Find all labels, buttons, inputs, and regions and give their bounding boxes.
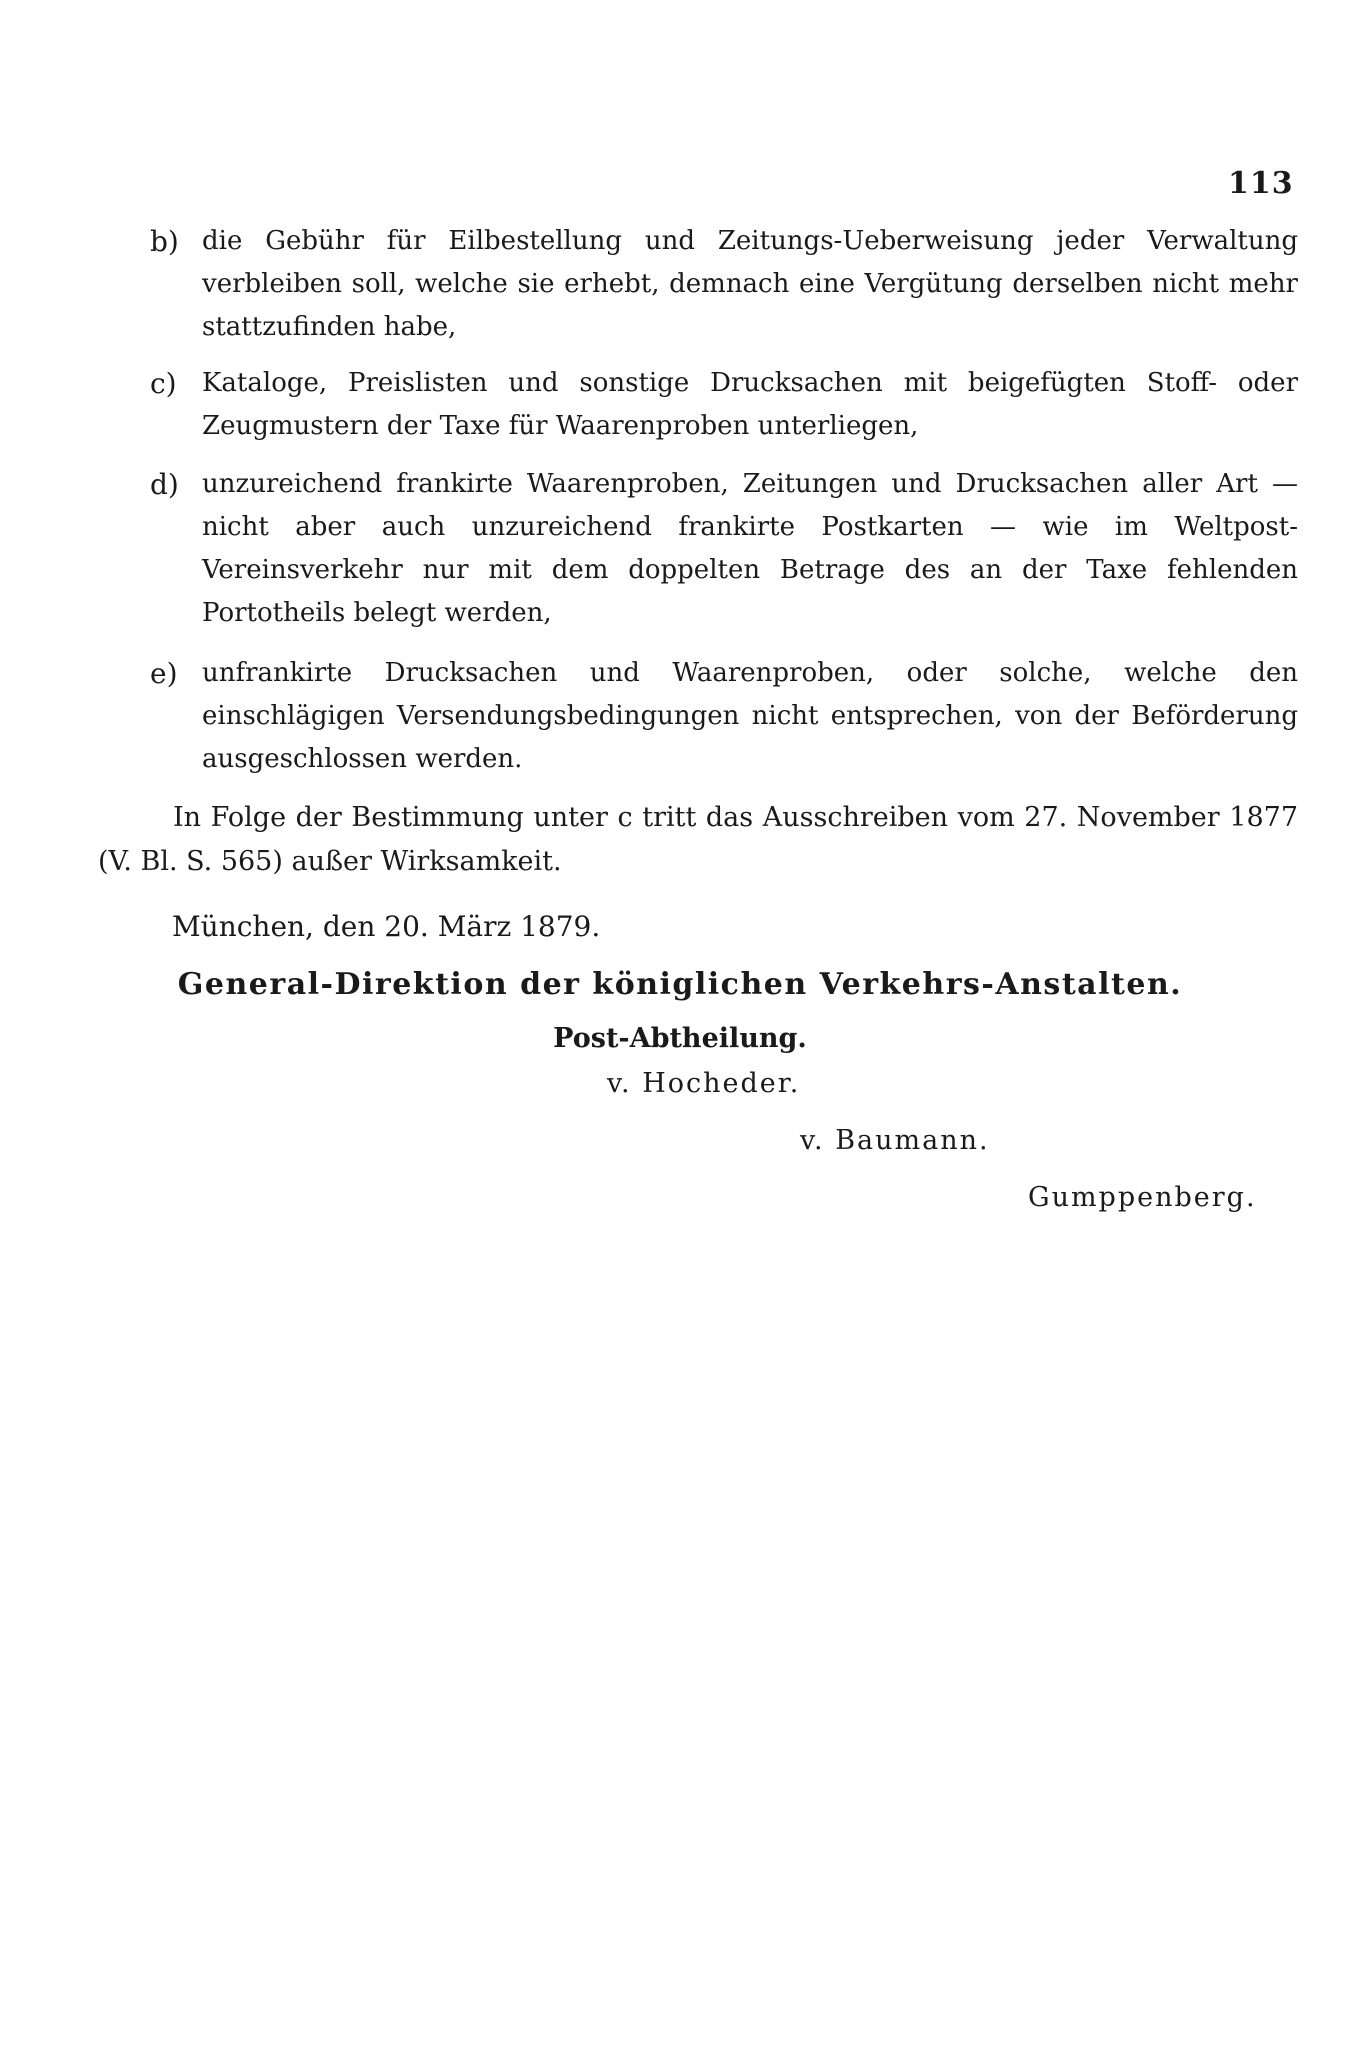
date-line: München, den 20. März 1879. [172, 910, 601, 943]
list-item [150, 652, 1298, 781]
page-number: 113 [1228, 166, 1294, 201]
list-item-marker: d) [150, 468, 179, 501]
list-item [150, 220, 1298, 349]
list-item-marker: e) [150, 657, 178, 690]
signature-baumann: v. Baumann. [800, 1125, 990, 1156]
department-name: Post-Abtheilung. [553, 1023, 807, 1054]
list-item-marker: b) [150, 225, 179, 258]
list-item-marker: c) [150, 367, 177, 400]
list-item-text: unfrankirte Drucksachen und Waarenproben, oder solche, welche den einschlägigen Versendungsbedingungen nicht entsprechen, von der Beförderung ausgeschlossen werden. [202, 658, 1298, 774]
issuing-authority: General-Direktion der königlichen Verkehrs-Anstalten. [177, 967, 1183, 1002]
list-item [150, 362, 1298, 448]
list-item-text: unzureichend frankirte Waarenproben, Zeitungen und Drucksachen aller Art — nicht aber auch unzureichend frankirte Postkarten — wie im Weltpost-Vereinsverkehr nur mit dem doppelten Betrage des an der Taxe fehlenden Portotheils belegt werden, [202, 469, 1298, 628]
list-item-text: Kataloge, Preislisten und sonstige Drucksachen mit beigefügten Stoff- oder Zeugmustern der Taxe für Waarenproben unterliegen, [202, 368, 1298, 441]
list-item [150, 463, 1298, 635]
signature-hocheder: v. Hocheder. [607, 1068, 801, 1099]
body-paragraph: In Folge der Bestimmung unter c tritt das Ausschreiben vom 27. November 1877 (V. Bl. S. 565) außer Wirksamkeit. [98, 802, 1298, 877]
signature-gumppenberg: Gumppenberg. [1028, 1182, 1257, 1213]
list-item-text: die Gebühr für Eilbestellung und Zeitungs-Ueberweisung jeder Verwaltung verbleiben soll, welche sie erhebt, demnach eine Vergütung derselben nicht mehr stattzufinden habe, [202, 226, 1298, 342]
